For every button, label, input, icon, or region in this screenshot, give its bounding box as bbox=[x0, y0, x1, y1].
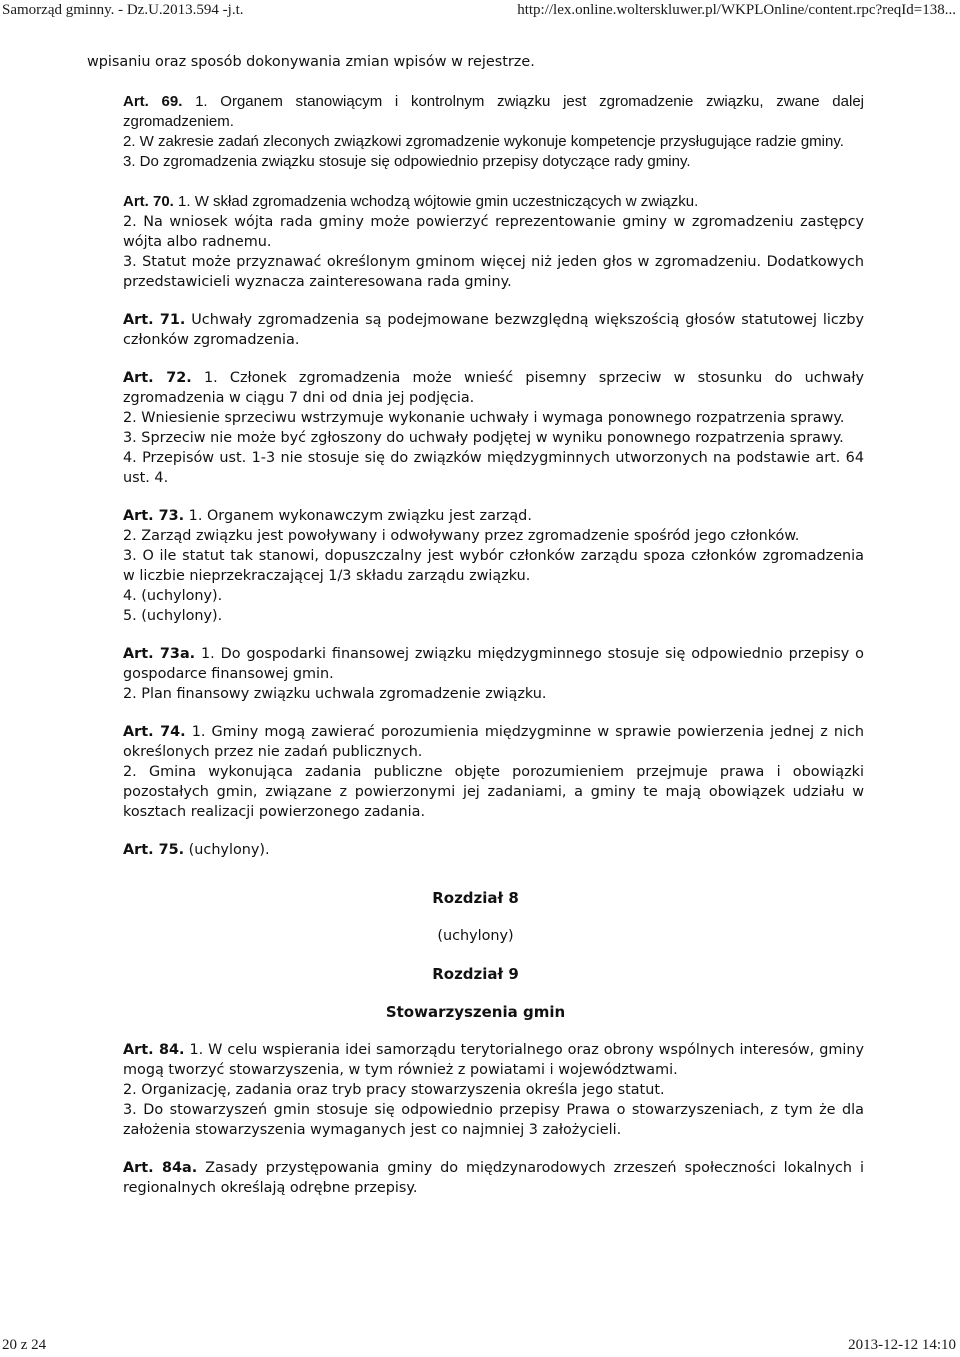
paragraph: 5. (uchylony). bbox=[123, 608, 223, 624]
article-heading: Art. 73. bbox=[123, 508, 185, 524]
article-heading: Art. 71. bbox=[123, 312, 186, 328]
article-heading: Art. 84. bbox=[123, 1042, 185, 1058]
article-70-cont bbox=[87, 212, 864, 1198]
browser-print-header bbox=[0, 0, 960, 22]
print-datetime: 2013-12-12 14:10 bbox=[848, 1337, 956, 1353]
chapter-heading: Rozdział 9 bbox=[432, 965, 519, 983]
chapter-subtitle: (uchylony) bbox=[437, 928, 514, 944]
chapter-title: Stowarzyszenia gmin bbox=[385, 1003, 566, 1021]
paragraph: 3. Do stowarzyszeń gmin stosuje się odpowiednio przepisy Prawa o stowarzyszeniach, z tym że dla założenia stowarzyszenia wymaganych jest co najmniej 3 założycieli. bbox=[123, 1102, 864, 1138]
paragraph: 2. Plan finansowy związku uchwala zgromadzenie związku. bbox=[123, 686, 547, 702]
paragraph: 1. Gminy mogą zawierać porozumienia międzygminne w sprawie powierzenia jednej z nich określonych przez nie zadań publicznych. bbox=[123, 724, 865, 760]
paragraph: 2. Organizację, zadania oraz tryb pracy stowarzyszenia określa jego statut. bbox=[123, 1082, 665, 1098]
paragraph: 3. Statut może przyznawać określonym gminom więcej niż jeden głos w zgromadzeniu. Dodatkowych przedstawicieli wyznacza zainteresowana rada gminy. bbox=[123, 254, 864, 290]
page-url: http://lex.online.wolterskluwer.pl/WKPLOnline/content.rpc?reqId=138... bbox=[517, 2, 956, 18]
browser-print-footer bbox=[0, 1335, 960, 1357]
paragraph: 1. Organem wykonawczym związku jest zarząd. bbox=[184, 508, 532, 524]
paragraph: 2. Gmina wykonująca zadania publiczne objęte porozumieniem przejmuje prawa i obowiązki pozostałych gmin, związane z powierzonymi jej zadaniami, a gminy te mają obowiązek udziału w kosztach realizacji powierzonego zadania. bbox=[123, 764, 864, 820]
article-heading: Art. 70. bbox=[123, 193, 174, 210]
paragraph: wpisaniu oraz sposób dokonywania zmian wpisów w rejestrze. bbox=[87, 54, 535, 70]
paragraph: Uchwały zgromadzenia są podejmowane bezwzględną większością głosów statutowej liczby członków zgromadzenia. bbox=[123, 312, 864, 348]
paragraph: 2. Na wniosek wójta rada gminy może powierzyć reprezentowanie gminy w zgromadzeniu zastępcy wójta albo radnemu. bbox=[123, 214, 864, 250]
paragraph: 3. O ile statut tak stanowi, dopuszczalny jest wybór członków zarządu spoza członków zgromadzenia w liczbie nieprzekraczającej 1/3 składu zarządu związku. bbox=[123, 548, 864, 584]
paragraph: 1. W celu wspierania idei samorządu terytorialnego oraz obrony wspólnych interesów, gminy mogą tworzyć stowarzyszenia, w tym również z powiatami i województwami. bbox=[123, 1042, 864, 1078]
paragraph: 2. W zakresie zadań zleconych związkowi zgromadzenie wykonuje kompetencje przysługujące radzie gminy. bbox=[123, 133, 844, 150]
chapter-heading: Rozdział 8 bbox=[432, 889, 519, 907]
page-number: 20 z 24 bbox=[2, 1337, 47, 1353]
article-heading: Art. 84a. bbox=[123, 1160, 198, 1176]
document-title: Samorząd gminny. - Dz.U.2013.594 -j.t. bbox=[2, 2, 244, 18]
paragraph: 2. Wniesienie sprzeciwu wstrzymuje wykonanie uchwały i wymaga ponownego rozpatrzenia sprawy. bbox=[123, 410, 845, 426]
article-heading: Art. 72. bbox=[123, 370, 192, 386]
article-heading: Art. 74. bbox=[123, 724, 186, 740]
article-heading: Art. 73a. bbox=[123, 646, 196, 662]
article-69 bbox=[87, 92, 864, 212]
paragraph: 1. Do gospodarki finansowej związku międzygminnego stosuje się odpowiednio przepisy o gospodarce finansowej gmin. bbox=[123, 646, 864, 682]
paragraph: 4. (uchylony). bbox=[123, 588, 223, 604]
paragraph: 3. Sprzeciw nie może być zgłoszony do uchwały podjętej w wyniku ponownego rozpatrzenia sprawy. bbox=[123, 430, 844, 446]
paragraph: 2. Zarząd związku jest powoływany i odwoływany przez zgromadzenie spośród jego członków. bbox=[123, 528, 800, 544]
paragraph: Zasady przystępowania gminy do międzynarodowych zrzeszeń społeczności lokalnych i regionalnych określają odrębne przepisy. bbox=[123, 1160, 865, 1196]
paragraph: 4. Przepisów ust. 1-3 nie stosuje się do związków międzygminnych utworzonych na podstawie art. 64 ust. 4. bbox=[123, 450, 864, 486]
paragraph: 1. W skład zgromadzenia wchodzą wójtowie gmin uczestniczących w związku. bbox=[173, 193, 699, 210]
paragraph: 1. Członek zgromadzenia może wnieść pisemny sprzeciw w stosunku do uchwały zgromadzenia w ciągu 7 dni od dnia jej podjęcia. bbox=[123, 370, 864, 406]
paragraph: 1. Organem stanowiącym i kontrolnym związku jest zgromadzenie związku, zwane dalej zgromadzeniem. bbox=[123, 93, 864, 130]
article-heading: Art. 75. bbox=[123, 842, 185, 858]
article-heading: Art. 69. bbox=[123, 93, 183, 110]
legal-text-body bbox=[87, 52, 864, 1198]
paragraph: (uchylony). bbox=[184, 842, 270, 858]
paragraph: 3. Do zgromadzenia związku stosuje się odpowiednio przepisy dotyczące rady gminy. bbox=[123, 153, 691, 170]
